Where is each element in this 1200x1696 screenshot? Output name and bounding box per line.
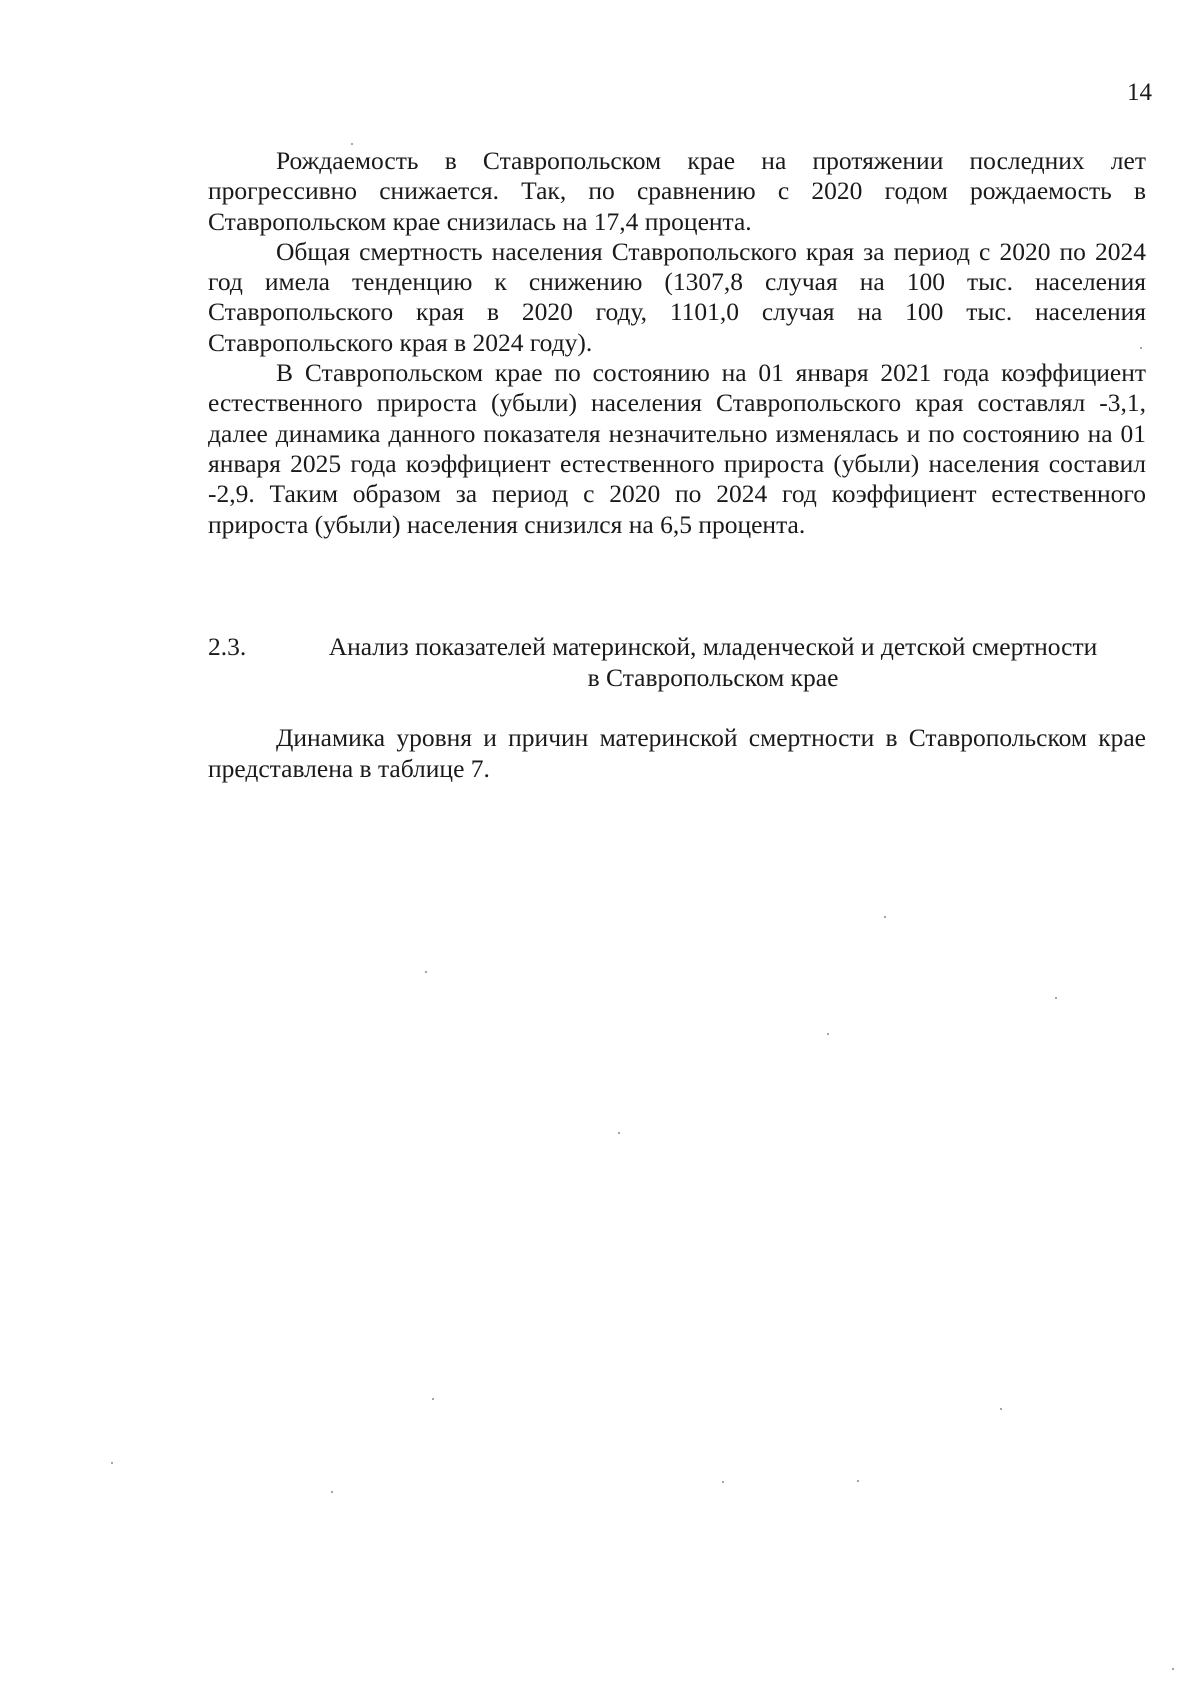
closing-text: [208, 722, 1146, 784]
section-heading: [208, 631, 1146, 693]
scan-speck: [884, 916, 886, 918]
section-title-line-2: в Ставропольском крае: [587, 663, 839, 692]
section-number: 2.3.: [208, 632, 247, 661]
paragraph-table-reference: Динамика уровня и причин материнской смертности в Ставропольском крае представлена в таблице 7.: [208, 723, 1146, 783]
scan-speck: [1055, 997, 1057, 999]
scan-speck: [618, 1132, 620, 1134]
scan-speck: [331, 1491, 333, 1493]
scan-speck: [1000, 1408, 1002, 1410]
scan-speck: [722, 1481, 724, 1483]
scan-speck: [425, 971, 427, 973]
scan-speck: [351, 143, 353, 145]
paragraph-mortality: Общая смертность населения Ставропольского края за период с 2020 по 2024 год имела тенденцию к снижению (1307,8 случая на 100 тыс. населения Ставропольского края в 2020 году, 1101,0 случая на 100 тыс. населения Ставропольского края в 2024 году).: [208, 236, 1146, 357]
section-title-line-1: Анализ показателей материнской, младенческой и детской смертности: [328, 632, 1098, 661]
scan-speck: [857, 1480, 859, 1482]
paragraph-natural-growth: В Ставропольском крае по состоянию на 01 января 2021 года коэффициент естественного прироста (убыли) населения Ставропольского края составлял -3,1, далее динамика данного показателя незначительно изменялась и по состоянию на 01 января 2025 года коэффициент естественного прироста (убыли) населения составил -2,9. Таким образом за период с 2020 по 2024 год коэффициент естественного прироста (убыли) населения снизился на 6,5 процента.: [208, 358, 1146, 539]
scan-speck: [432, 1398, 434, 1400]
body-text: [208, 146, 1146, 540]
paragraph-birth-rate: Рождаемость в Ставропольском крае на протяжении последних лет прогрессивно снижается. Так, по сравнению с 2020 годом рождаемость в Ставропольском крае снизилась на 17,4 процента.: [208, 146, 1146, 236]
scan-speck: [1140, 347, 1142, 349]
scan-speck: [1172, 1668, 1174, 1670]
scan-speck: [111, 1462, 113, 1464]
page-number: 14: [1127, 79, 1152, 106]
scan-speck: [827, 1033, 829, 1035]
section-title: [280, 631, 1146, 693]
